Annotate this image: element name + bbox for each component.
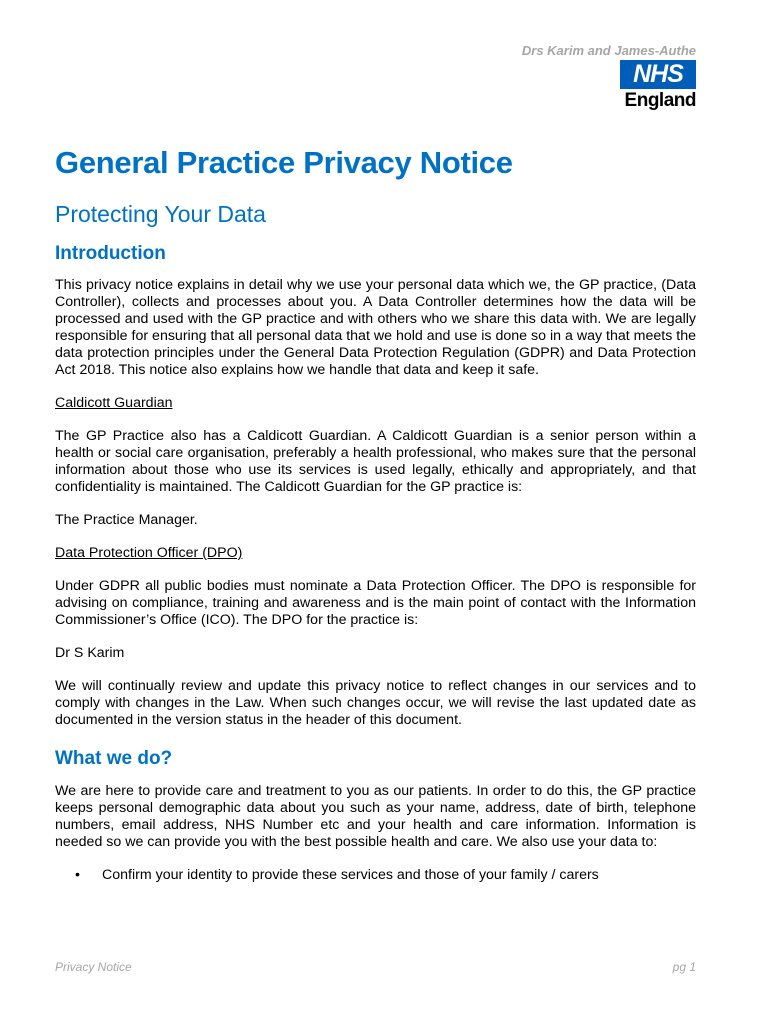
review-paragraph: We will continually review and update this privacy notice to reflect changes in our services and to comply with changes in the Law. When such changes occur, we will revise the last updated date as documented in the version status in the header of this document.: [55, 678, 696, 728]
page-title: General Practice Privacy Notice: [55, 145, 513, 180]
page-subtitle: Protecting Your Data: [55, 201, 266, 227]
footer-title: Privacy Notice: [55, 960, 132, 974]
list-item: [55, 867, 696, 884]
caldicott-name: The Practice Manager.: [55, 512, 198, 528]
list-item-text: Confirm your identity to provide these services and those of your family / carers: [102, 867, 599, 883]
dpo-name: Dr S Karim: [55, 645, 125, 661]
nhs-logo-box: NHS: [620, 60, 696, 89]
intro-paragraph: This privacy notice explains in detail why we use your personal data which we, the GP practice, (Data Controller), collects and processes about you. A Data Controller determines how the data will be processed and used with the GP practice and with others who we share this data with. We are legally responsible for ensuring that all personal data that we hold and use is done so in a way that meets the data protection principles under the General Data Protection Regulation (GDPR) and Data Protection Act 2018. This notice also explains how we handle that data and keep it safe.: [55, 277, 696, 378]
intro-heading: Introduction: [55, 243, 166, 264]
caldicott-paragraph: The GP Practice also has a Caldicott Guardian. A Caldicott Guardian is a senior person within a health or social care organisation, preferably a health professional, who makes sure that the personal information about those who use its services is used legally, ethically and appropriately, and that confidentiality is maintained. The Caldicott Guardian for the GP practice is:: [55, 428, 696, 495]
page-number: pg 1: [672, 960, 696, 974]
nhs-logo-region: England: [624, 90, 696, 111]
uses-list: [55, 867, 696, 884]
caldicott-heading: Caldicott Guardian: [55, 395, 173, 411]
what-we-do-heading: What we do?: [55, 748, 173, 769]
dpo-paragraph: Under GDPR all public bodies must nominate a Data Protection Officer. The DPO is responsible for advising on compliance, training and awareness and is the main point of contact with the Information Commissioner’s Office (ICO). The DPO for the practice is:: [55, 578, 696, 628]
bullet-icon: •: [75, 867, 80, 883]
document-body: [55, 143, 696, 884]
practice-name: Drs Karim and James-Authe: [521, 43, 696, 58]
what-we-do-paragraph: We are here to provide care and treatment to you as our patients. In order to do this, the GP practice keeps personal demographic data about you such as your name, address, date of birth, telephone numbers, email address, NHS Number etc and your health and care information. Information is needed so we can provide you with the best possible health and care. We also use your data to:: [55, 783, 696, 850]
dpo-heading: Data Protection Officer (DPO): [55, 545, 243, 561]
nhs-england-logo: [620, 60, 696, 112]
